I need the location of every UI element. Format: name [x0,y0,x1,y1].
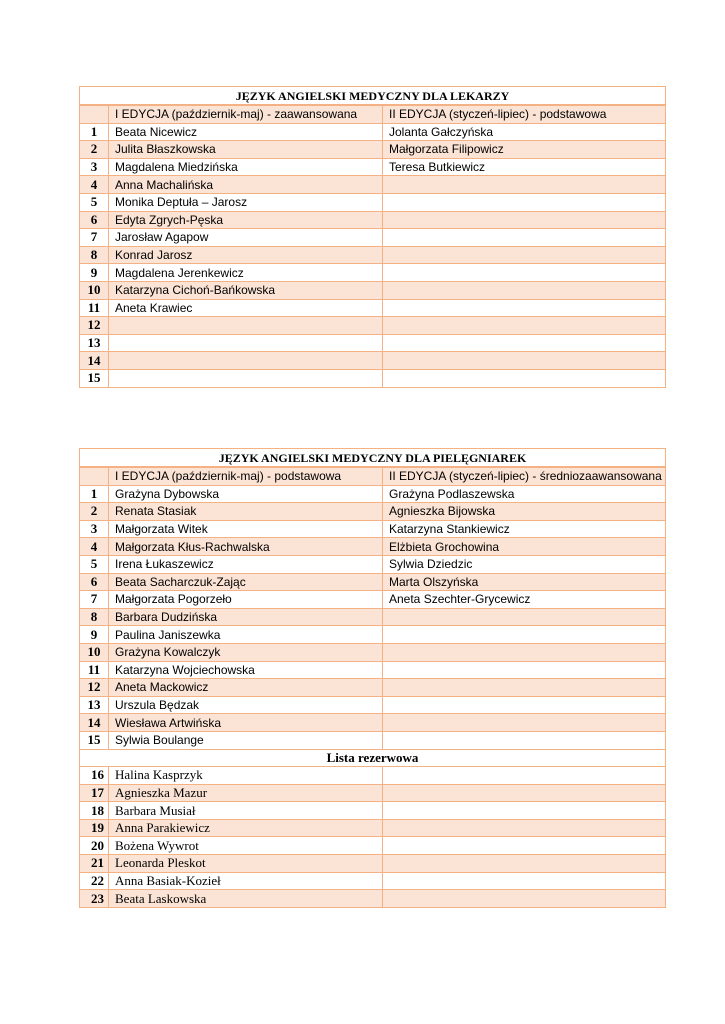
edition-1-cell: Sylwia Boulange [109,731,383,749]
table-row [80,229,666,247]
edition-1-cell: Anna Basiak-Kozieł [109,872,383,890]
edition-2-cell [383,369,666,387]
table-row [80,520,666,538]
row-number: 19 [80,819,109,837]
table-row [80,784,666,802]
edition-2-cell [383,264,666,282]
table-row [80,731,666,749]
edition-1-cell: Grażyna Dybowska [109,485,383,503]
edition-1-cell: Wiesława Artwińska [109,714,383,732]
edition-2-cell [383,334,666,352]
header-number-cell [80,105,109,123]
table-row [80,352,666,370]
table-row [80,264,666,282]
row-number: 10 [80,643,109,661]
edition-2-cell: Sylwia Dziedzic [383,555,666,573]
row-number: 15 [80,369,109,387]
edition-1-cell: Bożena Wywrot [109,837,383,855]
edition-1-cell: Magdalena Miedzińska [109,158,383,176]
header-edition-2: II EDYCJA (styczeń-lipiec) - średniozaawansowana [383,467,666,485]
doctors-table [79,86,666,388]
table-row [80,837,666,855]
edition-2-cell [383,176,666,194]
table-row [80,281,666,299]
edition-1-cell: Paulina Janiszewka [109,626,383,644]
row-number: 20 [80,837,109,855]
row-number: 18 [80,802,109,820]
row-number: 11 [80,661,109,679]
edition-1-cell: Jarosław Agapow [109,229,383,247]
edition-1-cell: Anna Parakiewicz [109,819,383,837]
edition-2-cell: Katarzyna Stankiewicz [383,520,666,538]
edition-1-cell: Anna Machalińska [109,176,383,194]
edition-1-cell: Beata Laskowska [109,890,383,908]
edition-1-cell: Katarzyna Wojciechowska [109,661,383,679]
edition-2-cell [383,661,666,679]
row-number: 17 [80,784,109,802]
reserve-list-row [80,749,666,767]
edition-1-cell: Leonarda Pleskot [109,855,383,873]
reserve-list-label: Lista rezerwowa [80,749,666,767]
header-edition-1: I EDYCJA (październik-maj) - podstawowa [109,467,383,485]
edition-1-cell [109,334,383,352]
edition-2-cell [383,802,666,820]
row-number: 1 [80,485,109,503]
row-number: 14 [80,714,109,732]
edition-2-cell [383,714,666,732]
edition-2-cell [383,281,666,299]
edition-2-cell [383,890,666,908]
edition-1-cell: Agnieszka Mazur [109,784,383,802]
table-row [80,246,666,264]
edition-2-cell: Aneta Szechter-Grycewicz [383,591,666,609]
row-number: 8 [80,246,109,264]
table-row [80,714,666,732]
row-number: 3 [80,158,109,176]
table-row [80,679,666,697]
edition-2-cell [383,819,666,837]
edition-2-cell [383,246,666,264]
row-number: 22 [80,872,109,890]
edition-2-cell [383,855,666,873]
table-row [80,193,666,211]
table-title-row [80,449,666,468]
edition-2-cell: Grażyna Podlaszewska [383,485,666,503]
row-number: 23 [80,890,109,908]
table-title-row [80,87,666,106]
edition-2-cell: Jolanta Gałczyńska [383,123,666,141]
edition-1-cell: Edyta Zgrych-Pęska [109,211,383,229]
table-row [80,872,666,890]
table-title: JĘZYK ANGIELSKI MEDYCZNY DLA LEKARZY [80,87,666,106]
table-row [80,123,666,141]
row-number: 12 [80,679,109,697]
row-number: 9 [80,626,109,644]
edition-2-cell: Teresa Butkiewicz [383,158,666,176]
edition-2-cell [383,643,666,661]
table-row [80,369,666,387]
table-row [80,591,666,609]
row-number: 7 [80,591,109,609]
table-row [80,696,666,714]
edition-1-cell: Barbara Dudzińska [109,608,383,626]
table-row [80,211,666,229]
edition-2-cell [383,731,666,749]
edition-2-cell [383,352,666,370]
table-row [80,299,666,317]
row-number: 10 [80,281,109,299]
nurses-table [79,448,666,908]
edition-1-cell: Katarzyna Cichoń-Bańkowska [109,281,383,299]
header-edition-1: I EDYCJA (październik-maj) - zaawansowana [109,105,383,123]
row-number: 11 [80,299,109,317]
table-row [80,503,666,521]
edition-2-cell [383,679,666,697]
row-number: 13 [80,696,109,714]
table-row [80,573,666,591]
row-number: 9 [80,264,109,282]
edition-2-cell [383,317,666,335]
edition-1-cell: Magdalena Jerenkewicz [109,264,383,282]
edition-1-cell [109,317,383,335]
row-number: 2 [80,503,109,521]
edition-2-cell [383,784,666,802]
table-row [80,485,666,503]
edition-1-cell: Beata Nicewicz [109,123,383,141]
row-number: 13 [80,334,109,352]
row-number: 12 [80,317,109,335]
table-row [80,767,666,785]
edition-1-cell: Aneta Krawiec [109,299,383,317]
row-number: 15 [80,731,109,749]
table-row [80,334,666,352]
edition-2-cell: Marta Olszyńska [383,573,666,591]
header-number-cell [80,467,109,485]
edition-1-cell: Renata Stasiak [109,503,383,521]
edition-1-cell: Małgorzata Witek [109,520,383,538]
row-number: 1 [80,123,109,141]
table-row [80,317,666,335]
edition-1-cell [109,352,383,370]
edition-2-cell [383,872,666,890]
row-number: 21 [80,855,109,873]
edition-1-cell: Aneta Mackowicz [109,679,383,697]
edition-1-cell: Małgorzata Pogorzeło [109,591,383,609]
table-header-row [80,467,666,485]
row-number: 2 [80,141,109,159]
row-number: 5 [80,555,109,573]
edition-1-cell: Julita Błaszkowska [109,141,383,159]
edition-2-cell [383,837,666,855]
edition-1-cell: Halina Kasprzyk [109,767,383,785]
table-title: JĘZYK ANGIELSKI MEDYCZNY DLA PIELĘGNIAREK [80,449,666,468]
edition-2-cell [383,193,666,211]
row-number: 7 [80,229,109,247]
edition-2-cell [383,767,666,785]
table-row [80,626,666,644]
edition-1-cell: Barbara Musiał [109,802,383,820]
row-number: 5 [80,193,109,211]
row-number: 3 [80,520,109,538]
table-row [80,802,666,820]
row-number: 8 [80,608,109,626]
table-row [80,661,666,679]
table-row [80,176,666,194]
table-row [80,608,666,626]
edition-2-cell [383,299,666,317]
table-row [80,643,666,661]
edition-1-cell: Grażyna Kowalczyk [109,643,383,661]
table-row [80,555,666,573]
row-number: 6 [80,573,109,591]
edition-2-cell [383,608,666,626]
row-number: 6 [80,211,109,229]
table-row [80,819,666,837]
row-number: 16 [80,767,109,785]
table-row [80,158,666,176]
table-row [80,890,666,908]
edition-1-cell [109,369,383,387]
table-row [80,141,666,159]
edition-1-cell: Irena Łukaszewicz [109,555,383,573]
row-number: 4 [80,538,109,556]
row-number: 14 [80,352,109,370]
edition-1-cell: Beata Sacharczuk-Zając [109,573,383,591]
edition-1-cell: Urszula Będzak [109,696,383,714]
edition-1-cell: Małgorzata Kłus-Rachwalska [109,538,383,556]
table-row [80,538,666,556]
edition-1-cell: Konrad Jarosz [109,246,383,264]
edition-2-cell [383,626,666,644]
table-row [80,855,666,873]
edition-2-cell [383,211,666,229]
edition-2-cell [383,696,666,714]
edition-1-cell: Monika Deptuła – Jarosz [109,193,383,211]
table-header-row [80,105,666,123]
row-number: 4 [80,176,109,194]
edition-2-cell: Elżbieta Grochowina [383,538,666,556]
edition-2-cell [383,229,666,247]
header-edition-2: II EDYCJA (styczeń-lipiec) - podstawowa [383,105,666,123]
edition-2-cell: Agnieszka Bijowska [383,503,666,521]
edition-2-cell: Małgorzata Filipowicz [383,141,666,159]
